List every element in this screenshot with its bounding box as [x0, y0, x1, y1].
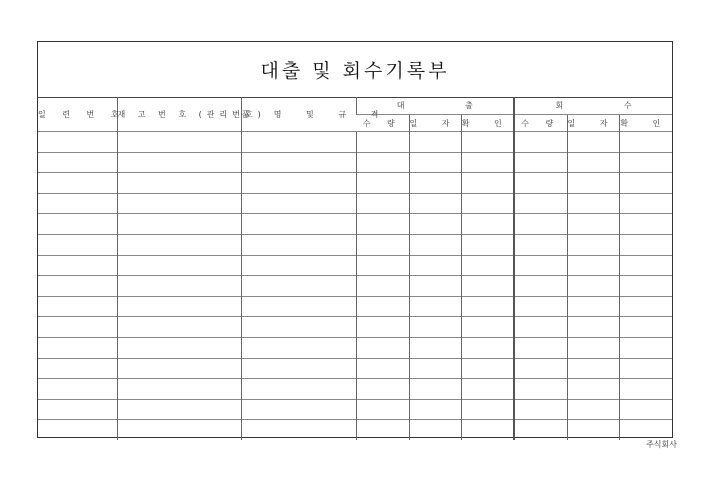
table-cell[interactable] [38, 296, 117, 317]
table-cell[interactable] [461, 152, 514, 173]
table-cell[interactable] [461, 337, 514, 358]
table-cell[interactable] [356, 399, 409, 420]
table-cell[interactable] [117, 132, 241, 153]
table-cell[interactable] [514, 276, 567, 297]
table-cell[interactable] [461, 296, 514, 317]
table-cell[interactable] [409, 337, 461, 358]
table-cell[interactable] [514, 296, 567, 317]
table-cell[interactable] [38, 173, 117, 194]
table-cell[interactable] [241, 193, 356, 214]
table-cell[interactable] [356, 214, 409, 235]
table-cell[interactable] [461, 358, 514, 379]
table-cell[interactable] [514, 317, 567, 338]
table-cell[interactable] [567, 358, 619, 379]
loan-record-form [37, 41, 673, 438]
table-cell[interactable] [38, 276, 117, 297]
table-row [38, 420, 672, 440]
table-cell[interactable] [514, 255, 567, 276]
table-cell[interactable] [117, 296, 241, 317]
table-cell[interactable] [241, 296, 356, 317]
table-cell[interactable] [356, 132, 409, 153]
table-cell[interactable] [117, 399, 241, 420]
table-row [38, 173, 672, 194]
table-cell[interactable] [38, 358, 117, 379]
header-return-quantity: 수 량 [514, 115, 567, 132]
form-title: 대출 및 회수기록부 [260, 60, 450, 82]
table-cell[interactable] [241, 379, 356, 400]
table-cell[interactable] [241, 132, 356, 153]
table-cell[interactable] [619, 296, 672, 317]
table-cell[interactable] [356, 193, 409, 214]
table-cell[interactable] [461, 234, 514, 255]
table-cell[interactable] [619, 214, 672, 235]
table-cell[interactable] [409, 234, 461, 255]
table-cell[interactable] [38, 255, 117, 276]
table-row [38, 337, 672, 358]
table-cell[interactable] [241, 173, 356, 194]
table-cell[interactable] [117, 358, 241, 379]
table-cell[interactable] [514, 214, 567, 235]
header-return-date: 일 자 [567, 115, 619, 132]
table-cell[interactable] [117, 379, 241, 400]
table-cell[interactable] [241, 152, 356, 173]
table-cell[interactable] [567, 152, 619, 173]
table-cell[interactable] [567, 193, 619, 214]
table-cell[interactable] [567, 173, 619, 194]
table-cell[interactable] [461, 276, 514, 297]
table-cell[interactable] [356, 337, 409, 358]
table-cell[interactable] [241, 420, 356, 440]
table-cell[interactable] [461, 379, 514, 400]
table-cell[interactable] [619, 420, 672, 440]
table-cell[interactable] [356, 152, 409, 173]
table-cell[interactable] [619, 255, 672, 276]
table-cell[interactable] [409, 317, 461, 338]
header-return-confirm: 확 인 [619, 115, 672, 132]
table-row [38, 379, 672, 400]
table-cell[interactable] [514, 173, 567, 194]
table-cell[interactable] [38, 399, 117, 420]
table-cell[interactable] [38, 214, 117, 235]
table-cell[interactable] [356, 255, 409, 276]
table-cell[interactable] [356, 379, 409, 400]
table-cell[interactable] [619, 379, 672, 400]
table-cell[interactable] [461, 420, 514, 440]
table-cell[interactable] [409, 255, 461, 276]
table-cell[interactable] [567, 420, 619, 440]
table-cell[interactable] [514, 234, 567, 255]
header-loan: 대 출 [356, 97, 514, 115]
table-cell[interactable] [461, 173, 514, 194]
table-row [38, 296, 672, 317]
table-cell[interactable] [241, 399, 356, 420]
table-row [38, 132, 672, 153]
table-cell[interactable] [567, 255, 619, 276]
table-cell[interactable] [409, 420, 461, 440]
table-cell[interactable] [514, 420, 567, 440]
table-cell[interactable] [38, 317, 117, 338]
table-cell[interactable] [461, 193, 514, 214]
header-loan-quantity: 수 량 [356, 115, 409, 132]
table-cell[interactable] [567, 132, 619, 153]
table-cell[interactable] [241, 337, 356, 358]
table-cell[interactable] [567, 296, 619, 317]
table-cell[interactable] [241, 214, 356, 235]
table-cell[interactable] [409, 193, 461, 214]
header-loan-confirm: 확 인 [461, 115, 514, 132]
table-cell[interactable] [38, 132, 117, 153]
table-cell[interactable] [619, 337, 672, 358]
table-cell[interactable] [461, 317, 514, 338]
table-cell[interactable] [461, 399, 514, 420]
table-cell[interactable] [38, 152, 117, 173]
table-cell[interactable] [409, 173, 461, 194]
table-cell[interactable] [409, 276, 461, 297]
table-cell[interactable] [567, 399, 619, 420]
table-row [38, 152, 672, 173]
table-cell[interactable] [514, 399, 567, 420]
table-cell[interactable] [409, 132, 461, 153]
table-cell[interactable] [514, 193, 567, 214]
header-return: 회 수 [514, 97, 672, 115]
table-row [38, 276, 672, 297]
table-cell[interactable] [241, 234, 356, 255]
table-row [38, 234, 672, 255]
header-serial-number: 일 련 번 호 [38, 109, 126, 119]
table-cell[interactable] [619, 358, 672, 379]
table-cell[interactable] [409, 379, 461, 400]
table-cell[interactable] [567, 317, 619, 338]
table-cell[interactable] [117, 255, 241, 276]
table-cell[interactable] [409, 214, 461, 235]
table-cell[interactable] [461, 255, 514, 276]
table-cell[interactable] [619, 173, 672, 194]
table-cell[interactable] [619, 234, 672, 255]
table-cell[interactable] [356, 296, 409, 317]
table-row [38, 255, 672, 276]
table-cell[interactable] [619, 399, 672, 420]
table-cell[interactable] [117, 173, 241, 194]
table-cell[interactable] [619, 132, 672, 153]
table-cell[interactable] [356, 358, 409, 379]
table-row [38, 193, 672, 214]
table-cell[interactable] [461, 132, 514, 153]
table-cell[interactable] [117, 193, 241, 214]
table-cell[interactable] [38, 379, 117, 400]
table-cell[interactable] [567, 337, 619, 358]
table-cell[interactable] [117, 152, 241, 173]
table-cell[interactable] [619, 193, 672, 214]
table-cell[interactable] [117, 276, 241, 297]
table-cell[interactable] [117, 337, 241, 358]
table-row [38, 358, 672, 379]
record-table [38, 97, 672, 440]
table-cell[interactable] [619, 317, 672, 338]
table-cell[interactable] [356, 420, 409, 440]
table-cell[interactable] [117, 234, 241, 255]
table-cell[interactable] [514, 337, 567, 358]
table-cell[interactable] [356, 173, 409, 194]
table-cell[interactable] [356, 234, 409, 255]
table-cell[interactable] [409, 358, 461, 379]
table-cell[interactable] [117, 317, 241, 338]
table-cell[interactable] [567, 214, 619, 235]
table-cell[interactable] [567, 276, 619, 297]
table-cell[interactable] [356, 317, 409, 338]
table-cell[interactable] [567, 379, 619, 400]
header-loan-date: 일 자 [409, 115, 461, 132]
table-cell[interactable] [409, 296, 461, 317]
table-cell[interactable] [117, 420, 241, 440]
table-cell[interactable] [38, 234, 117, 255]
table-cell[interactable] [38, 337, 117, 358]
table-cell[interactable] [38, 193, 117, 214]
header-item-spec: 품 명 및 규 격 [241, 97, 356, 132]
table-cell[interactable] [619, 276, 672, 297]
table-cell[interactable] [117, 214, 241, 235]
table-cell[interactable] [241, 317, 356, 338]
table-cell[interactable] [514, 132, 567, 153]
table-cell[interactable] [567, 234, 619, 255]
title-area [38, 42, 672, 98]
table-cell[interactable] [38, 420, 117, 440]
table-cell[interactable] [241, 358, 356, 379]
table-cell[interactable] [356, 276, 409, 297]
table-cell[interactable] [409, 399, 461, 420]
table-row [38, 317, 672, 338]
table-cell[interactable] [514, 379, 567, 400]
table-cell[interactable] [514, 358, 567, 379]
table-row [38, 399, 672, 420]
table-cell[interactable] [514, 152, 567, 173]
table-row [38, 214, 672, 235]
table-cell[interactable] [409, 152, 461, 173]
table-cell[interactable] [241, 255, 356, 276]
header-inventory-number: 재 고 번 호 (관리번호) [117, 97, 241, 132]
company-footer: 주식회사 [646, 440, 677, 449]
table-cell[interactable] [461, 214, 514, 235]
table-cell[interactable] [619, 152, 672, 173]
table-cell[interactable] [241, 276, 356, 297]
